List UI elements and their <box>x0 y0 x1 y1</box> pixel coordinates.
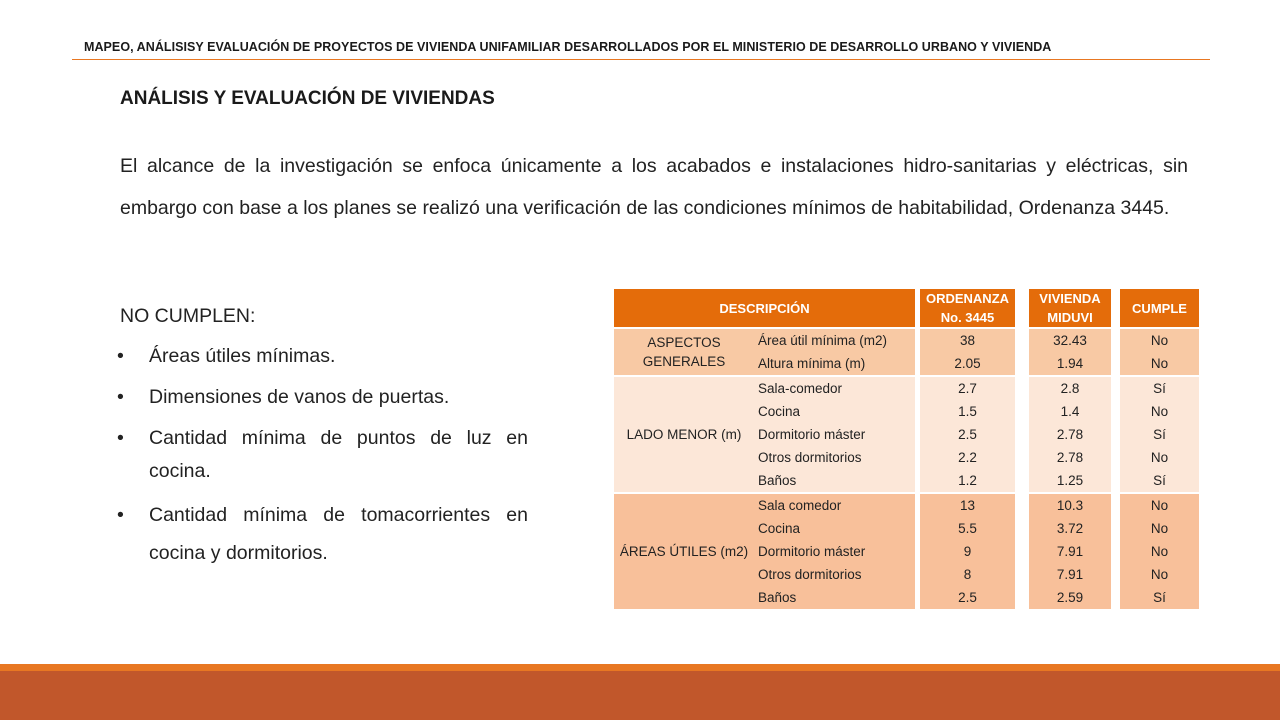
table-row-item: Baños <box>754 586 915 609</box>
table-row-ordenanza: 2.05 <box>920 352 1015 375</box>
list-item <box>117 340 528 373</box>
table-row-vivienda: 1.4 <box>1029 400 1111 423</box>
table-row-item: Sala comedor <box>754 494 915 517</box>
list-item-text: Áreas útiles mínimas. <box>149 345 336 367</box>
table-row-item: Área útil mínima (m2) <box>754 329 915 352</box>
no-cumplen-list <box>117 340 528 572</box>
header-vivienda-line2: MIDUVI <box>1047 310 1093 325</box>
table-row-ordenanza: 5.5 <box>920 517 1015 540</box>
table-row-cumple: No <box>1120 329 1199 352</box>
table-row-item: Cocina <box>754 517 915 540</box>
header-descripcion: DESCRIPCIÓN <box>614 289 915 327</box>
table-row-ordenanza: 2.7 <box>920 377 1015 400</box>
table-row-cumple: Sí <box>1120 469 1199 492</box>
list-item-text: Cantidad mínima de puntos de luz en cocina. <box>149 427 528 482</box>
table-row-ordenanza: 1.5 <box>920 400 1015 423</box>
group-label: LADO MENOR (m) <box>614 377 754 492</box>
list-item-text: Dimensiones de vanos de puertas. <box>149 386 450 408</box>
slide-title: ANÁLISIS Y EVALUACIÓN DE VIVIENDAS <box>120 88 495 109</box>
table-row-cumple: Sí <box>1120 377 1199 400</box>
table-row-cumple: No <box>1120 540 1199 563</box>
bullet-icon: • <box>117 345 124 367</box>
group-label: ASPECTOS GENERALES <box>614 329 754 375</box>
list-item <box>117 381 528 414</box>
comparison-table <box>614 289 1199 604</box>
header-ordenanza-line2: No. 3445 <box>940 310 995 325</box>
table-row-cumple: Sí <box>1120 586 1199 609</box>
table-row-item: Baños <box>754 469 915 492</box>
no-cumplen-title: NO CUMPLEN: <box>120 305 256 327</box>
list-item-text: Cantidad mínima de tomacorrientes en cocina y dormitorios. <box>149 504 528 564</box>
table-row-cumple: Sí <box>1120 423 1199 446</box>
list-item <box>117 496 528 572</box>
table-row-vivienda: 1.94 <box>1029 352 1111 375</box>
table-row-vivienda: 2.59 <box>1029 586 1111 609</box>
table-row-vivienda: 3.72 <box>1029 517 1111 540</box>
footer-bar <box>0 671 1280 720</box>
list-item <box>117 422 528 488</box>
table-row-item: Altura mínima (m) <box>754 352 915 375</box>
header-vivienda <box>1029 289 1111 327</box>
table-row-cumple: No <box>1120 352 1199 375</box>
table-row-cumple: No <box>1120 446 1199 469</box>
table-row-vivienda: 2.78 <box>1029 423 1111 446</box>
table-row-item: Otros dormitorios <box>754 446 915 469</box>
presentation-header: MAPEO, ANÁLISISY EVALUACIÓN DE PROYECTOS DE VIVIENDA UNIFAMILIAR DESARROLLADOS POR EL MINISTERIO DE DESARROLLO URBANO Y VIVIENDA <box>84 40 1052 54</box>
table-row-item: Sala-comedor <box>754 377 915 400</box>
bullet-icon: • <box>117 386 124 408</box>
table-row-vivienda: 7.91 <box>1029 540 1111 563</box>
bullet-icon: • <box>117 427 124 449</box>
table-row-item: Cocina <box>754 400 915 423</box>
table-row-ordenanza: 2.2 <box>920 446 1015 469</box>
table-row-ordenanza: 9 <box>920 540 1015 563</box>
header-cumple: CUMPLE <box>1120 289 1199 327</box>
table-row-cumple: No <box>1120 494 1199 517</box>
table-row-vivienda: 7.91 <box>1029 563 1111 586</box>
group-label: ÁREAS ÚTILES (m2) <box>614 494 754 609</box>
table-row-cumple: No <box>1120 563 1199 586</box>
header-vivienda-line1: VIVIENDA <box>1039 291 1101 306</box>
table-row-ordenanza: 1.2 <box>920 469 1015 492</box>
table-row-vivienda: 1.25 <box>1029 469 1111 492</box>
table-row-ordenanza: 2.5 <box>920 423 1015 446</box>
table-row-item: Otros dormitorios <box>754 563 915 586</box>
table-row-ordenanza: 13 <box>920 494 1015 517</box>
table-row-cumple: No <box>1120 517 1199 540</box>
table-row-item: Dormitorio máster <box>754 423 915 446</box>
header-ordenanza <box>920 289 1015 327</box>
footer-accent-strip <box>0 664 1280 671</box>
table-row-vivienda: 2.8 <box>1029 377 1111 400</box>
table-row-ordenanza: 2.5 <box>920 586 1015 609</box>
table-row-ordenanza: 8 <box>920 563 1015 586</box>
table-row-ordenanza: 38 <box>920 329 1015 352</box>
bullet-icon: • <box>117 504 124 526</box>
table-row-vivienda: 10.3 <box>1029 494 1111 517</box>
header-ordenanza-line1: ORDENANZA <box>925 291 1010 306</box>
header-divider <box>72 59 1210 60</box>
table-row-vivienda: 32.43 <box>1029 329 1111 352</box>
table-row-item: Dormitorio máster <box>754 540 915 563</box>
table-row-cumple: No <box>1120 400 1199 423</box>
table-row-vivienda: 2.78 <box>1029 446 1111 469</box>
intro-paragraph: El alcance de la investigación se enfoca únicamente a los acabados e instalaciones hidro-sanitarias y eléctricas, sin embargo con base a los planes se realizó una verificación de las condiciones mínimos de habitabilidad, Ordenanza 3445. <box>120 155 1188 219</box>
